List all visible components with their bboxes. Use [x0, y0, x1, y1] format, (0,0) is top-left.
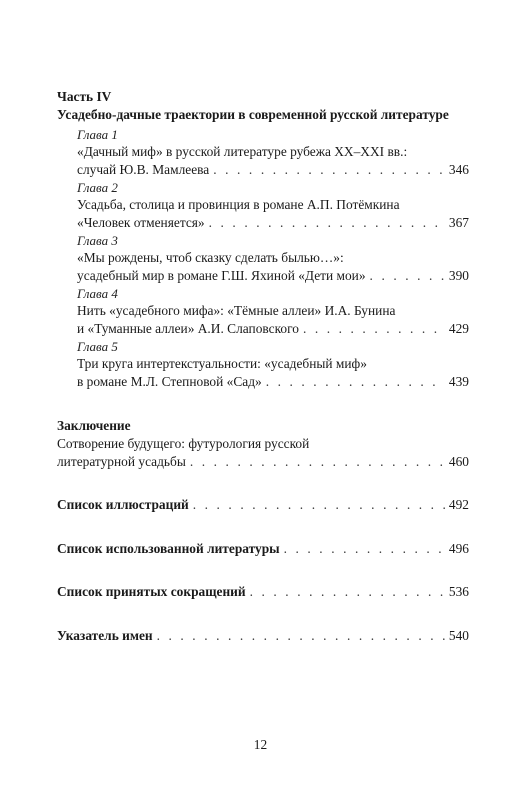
page-ref: 390 — [448, 267, 469, 283]
section-title: Список иллюстраций — [57, 497, 189, 512]
chapter-title-line: Нить «усадебного мифа»: «Тёмные аллеи» И.А. Бунина — [77, 303, 396, 318]
toc-chapter-3[interactable] — [57, 232, 469, 284]
dot-leader — [370, 267, 445, 285]
chapter-title-line: случай Ю.В. Мамлеева — [77, 161, 210, 177]
dot-leader — [303, 320, 445, 338]
chapter-title-line: «Человек отменяется» — [77, 214, 205, 230]
dot-leader — [250, 583, 445, 601]
page-ref: 460 — [448, 453, 469, 469]
page-ref: 492 — [448, 497, 469, 512]
toc-name-index[interactable] — [57, 627, 469, 645]
chapter-title-line: «Мы рождены, чтоб сказку сделать былью…»: — [77, 250, 344, 265]
dot-leader — [190, 453, 445, 471]
conclusion-label: Заключение — [57, 418, 131, 433]
toc-chapter-4[interactable] — [57, 285, 469, 337]
page-ref: 429 — [448, 320, 469, 336]
page-ref: 367 — [448, 214, 469, 230]
page-number: 12 — [253, 737, 268, 752]
section-title: Список принятых сокращений — [57, 584, 246, 599]
toc-abbreviations[interactable] — [57, 583, 469, 601]
toc-list-of-illustrations[interactable] — [57, 496, 469, 514]
dot-leader — [213, 161, 445, 179]
page-ref: 536 — [448, 584, 469, 599]
toc-chapter-1[interactable] — [57, 126, 469, 178]
chapter-title-line: в романе М.Л. Степновой «Сад» — [77, 373, 262, 389]
chapter-label: Глава 2 — [77, 180, 118, 195]
dot-leader — [266, 373, 445, 391]
section-title: Список использованной литературы — [57, 540, 280, 556]
chapter-title-line: Усадьба, столица и провинция в романе А.П. Потёмкина — [77, 197, 400, 212]
dot-leader — [209, 214, 445, 232]
page-ref: 439 — [448, 373, 469, 389]
part-title: Усадебно-дачные траектории в современной русской литературе — [57, 107, 449, 122]
dot-leader — [284, 540, 445, 558]
chapter-title-line: Три круга интертекстуальности: «усадебный миф» — [77, 356, 367, 371]
dot-leader — [193, 496, 445, 514]
toc-chapter-2[interactable] — [57, 179, 469, 231]
page-ref: 346 — [448, 161, 469, 177]
chapter-title-line: и «Туманные аллеи» А.И. Слаповского — [77, 320, 299, 336]
page-ref: 496 — [448, 540, 469, 556]
chapter-title-line: усадебный мир в романе Г.Ш. Яхиной «Дети мои» — [77, 267, 366, 283]
chapter-label: Глава 4 — [77, 286, 118, 301]
chapter-label: Глава 5 — [77, 339, 118, 354]
conclusion-title-line: Сотворение будущего: футурология русской — [57, 436, 310, 451]
conclusion-title-line: литературной усадьбы — [57, 453, 186, 469]
toc-conclusion[interactable] — [57, 417, 469, 470]
part-label: Часть IV — [57, 89, 112, 104]
chapter-label: Глава 3 — [77, 233, 118, 248]
dot-leader — [157, 627, 445, 645]
table-of-contents — [57, 88, 469, 644]
chapter-label: Глава 1 — [77, 127, 118, 142]
page-ref: 540 — [448, 627, 469, 643]
section-title: Указатель имен — [57, 627, 153, 643]
toc-references[interactable] — [57, 540, 469, 558]
toc-chapter-5[interactable] — [57, 338, 469, 390]
chapter-title-line: «Дачный миф» в русской литературе рубежа XX–XXI вв.: — [77, 144, 408, 159]
